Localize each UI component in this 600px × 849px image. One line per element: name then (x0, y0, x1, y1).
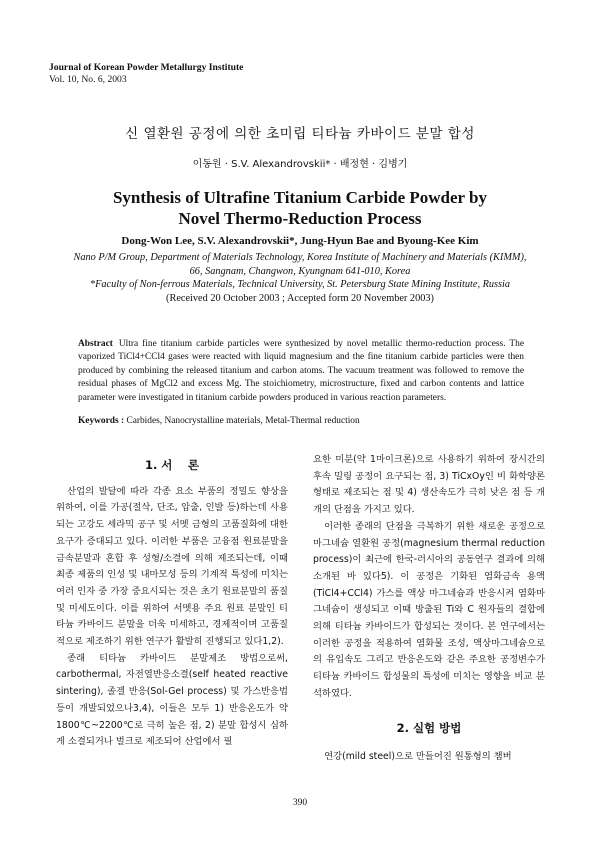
abstract-text: Ultra fine titanium carbide particles were synthesized by novel metallic thermo-reduction process. The vaporized TiCl4+CCl4 gases were reacted with liquid magnesium and the fine titanium carbide particles were then produced by combining the released titanium and carbon atoms. The vacuum treatment was followed to remove the residual phases of MgCl2 and excess Mg. The stoichiometry, microstructure, fixed and carbon contents and lattice parameter were investigated in titanium carbide powders produced in various reaction parameters. (78, 339, 524, 403)
left-paragraph-1: 산업의 발달에 따라 각종 요소 부품의 정밀도 향상을 위하여, 이를 가공(절삭, 단조, 압출, 인발 등)하는데 사용되는 고강도 세라믹 공구 및 서멧 금형의 고품질화에 대한 요구가 증대되고 있다. 이러한 부품은 고융점 원료분말을 금속분말과 혼합 후 성형/소결에 의해 제조되는데, 이때 최종 제품의 인성 및 내마모성 등의 기계적 특성에 미치는 여러 인자 중 가장 중요시되는 것은 초기 원료분말의 품질 및 미세도이다. 이를 위하여 서멧용 주요 원료 분말인 티타늄 카바이드 분말을 더욱 미세하고, 경제적이며 고품질적으로 제조하기 위한 연구가 활발히 진행되고 있다1,2). (56, 485, 288, 648)
affiliation1-line2: 66, Sangnam, Changwon, Kyungnam 641-010, Korea (189, 265, 411, 277)
journal-name: Journal of Korean Powder Metallurgy Institute (49, 62, 244, 73)
english-title (0, 187, 600, 229)
right-column (313, 452, 545, 766)
korean-authors: 이동원 · S.V. Alexandrovskii* · 배정현 · 김병기 (192, 159, 408, 170)
english-title-line1: Synthesis of Ultrafine Titanium Carbide Powder by (112, 188, 488, 207)
left-paragraph-2: 종래 티타늄 카바이드 분말제조 방법으로써, carbothermal, 자전열반응소결(self heated reactive sintering), 졸겔 반응(Sol-Gel process) 및 가스반응법 등이 개발되었으나3,4), 이들은 모두 1) 반응온도가 약 1800℃~2200℃로 극히 높은 점, 2) 분말 합성시 심하게 소결되거나 벌크로 제조되어 산업에서 필 (56, 652, 288, 748)
abstract (78, 338, 524, 405)
right-paragraph-3: 연강(mild steel)으로 만들어진 원통형의 챔버 (324, 751, 512, 763)
page-number: 390 (292, 798, 308, 808)
section2-heading: 2. 실험 방법 (396, 720, 462, 735)
keywords (78, 416, 524, 426)
right-paragraph-2: 이러한 종래의 단점을 극복하기 위한 새로운 공정으로 마그네슘 열환원 공정(magnesium thermal reduction process)이 최근에 한국-러시아의 공동연구 결과에 의해 소개된 바 있다5). 이 공정은 기화된 염화금속 용액(TiCl4+CCl4) 가스를 액상 마그네슘과 반응시켜 염화마그네슘이 생성되고 이때 방출된 Ti와 C 원자들의 결합에 의해 티타늄 카바이드가 합성되는 것이다. 본 연구에서는 이러한 공정을 적용하여 염화물 조성, 액상마그네슘으로의 유입속도 그리고 반응온도와 같은 주요한 공정변수가 티타늄 카바이드 합성물의 특성에 미치는 영향을 비교 분석하였다. (313, 520, 545, 699)
section1-heading: 1. 서 론 (144, 458, 200, 472)
right-paragraph-1: 요한 미분(약 1마이크론)으로 사용하기 위하여 장시간의 후속 밀링 공정이 요구되는 점, 3) TiCxOy인 비 화학양론 형태로 제조되는 점 및 4) 생산속도가 극히 낮은 점 등 개개의 단점을 가지고 있다. (313, 454, 545, 516)
journal-volume: Vol. 10, No. 6, 2003 (49, 74, 127, 85)
keywords-text: Carbides, Nanocrystalline materials, Metal-Thermal reduction (126, 416, 360, 426)
keywords-label: Keywords : (78, 416, 125, 426)
affiliation1-line1: Nano P/M Group, Department of Materials Technology, Korea Institute of Machinery and Materials (KIMM), (73, 252, 527, 263)
journal-header (49, 62, 243, 86)
affiliation2: *Faculty of Non-ferrous Materials, Technical University, St. Petersburg State Mining Institute, Russia (89, 279, 511, 290)
abstract-label: Abstract (78, 339, 113, 349)
english-authors: Dong-Won Lee, S.V. Alexandrovskii*, Jung-Hyun Bae and Byoung-Kee Kim (121, 235, 479, 247)
left-column (56, 457, 288, 751)
affiliations (0, 251, 600, 305)
english-title-line2: Novel Thermo-Reduction Process (178, 209, 422, 228)
received-dates: (Received 20 October 2003 ; Accepted form 20 November 2003) (166, 292, 434, 304)
korean-title: 신 열환원 공정에 의한 초미립 티타늄 카바이드 분말 합성 (125, 126, 475, 142)
